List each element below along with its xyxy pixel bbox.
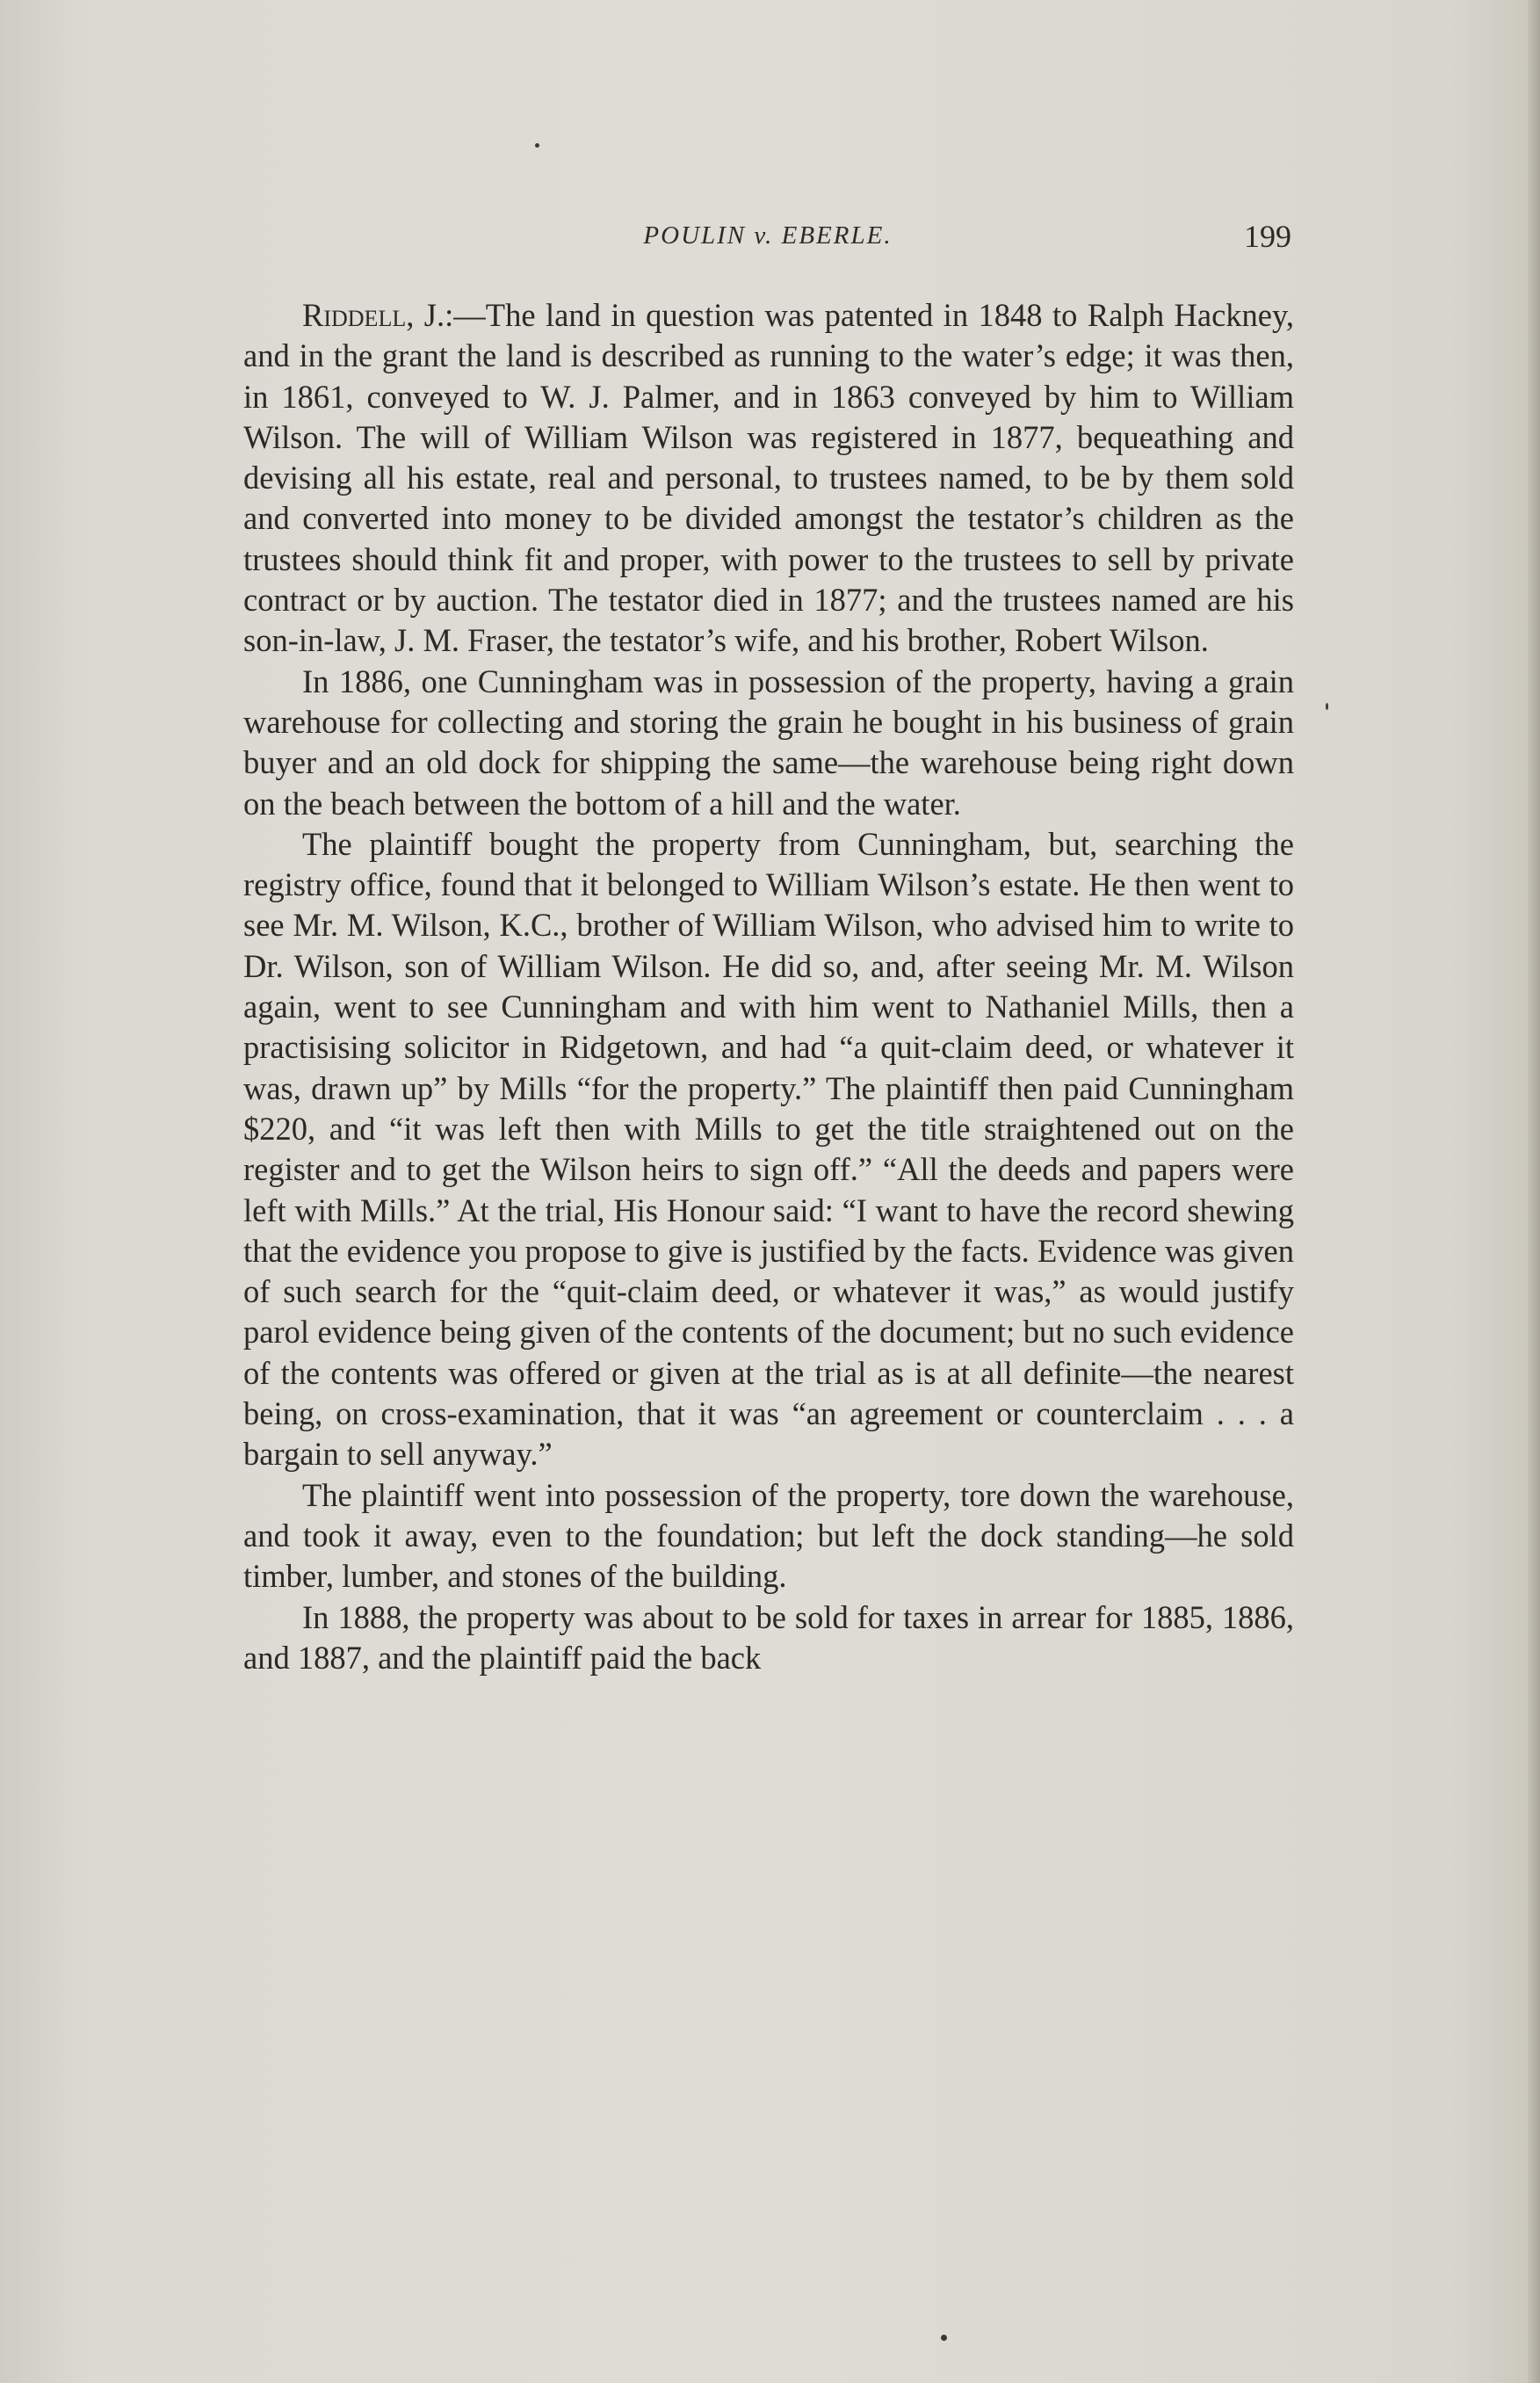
paragraph [243,295,1294,662]
paragraph: The plaintiff bought the property from Cunningham, but, searching the registry office, found that it belonged to William Wilson’s estate. He then went to see Mr. M. Wilson, K.C., brother of William Wilson, who advised him to write to Dr. Wilson, son of William Wilson. He did so, and, after seeing Mr. M. Wilson again, went to see Cunningham and with him went to Nathaniel Mills, then a practisising solicitor in Ridgetown, and had “a quit-claim deed, or whatever it was, drawn up” by Mills “for the property.” The plaintiff then paid Cunningham $220, and “it was left then with Mills to get the title straightened out on the register and to get the Wilson heirs to sign off.” “All the deeds and papers were left with Mills.” At the trial, His Honour said: “I want to have the record shewing that the evidence you propose to give is justified by the facts. Evidence was given of such search for the “quit-claim deed, or whatever it was,” as would justify parol evidence being given of the contents of the document; but no such evidence of the contents was offered or given at the trial as is at all definite—the nearest being, on cross-examination, that it was “an agreement or counterclaim . . . a bargain to sell anyway.” [243,825,1294,1473]
paragraph: In 1888, the property was about to be sold for taxes in arrear for 1885, 1886, and 1887, and the plaintiff paid the back [243,1598,1294,1676]
running-title: POULIN v. EBERLE. [643,221,893,250]
page-edge [1528,0,1540,2383]
judge-name: Riddell, J. [302,297,445,333]
paragraph: The plaintiff went into possession of the property, tore down the warehouse, and took it away, even to the foundation; but left the dock standing—he sold timber, lumber, and stones of the building. [243,1476,1294,1595]
paper-speck [941,2335,947,2341]
body-text [243,295,1294,1678]
paragraph-text: :—The land in question was patented in 1848 to Ralph Hackney, and in the grant the land is described as running to the water’s edge; it was then, in 1861, conveyed to W. J. Palmer, and in 1863 conveyed by him to William Wilson. The will of William Wilson was registered in 1877, bequeathing and devising all his estate, real and personal, to trustees named, to be by them sold and converted into money to be divided amongst the testator’s children as the trustees should think fit and proper, with power to the trustees to sell by private contract or by auction. The testator died in 1877; and the trustees named are his son-in-law, J. M. Fraser, the testator’s wife, and his brother, Robert Wilson. [243,297,1295,659]
paragraph: In 1886, one Cunningham was in possession of the property, having a grain warehouse for collecting and storing the grain he bought in his business of grain buyer and an old dock for shipping the same—the warehouse being right down on the beach between the bottom of a hill and the water. [243,663,1294,822]
page-number: 199 [1244,219,1291,254]
paper-speck [535,143,539,148]
running-header [244,218,1291,262]
paper-speck [1326,703,1328,710]
